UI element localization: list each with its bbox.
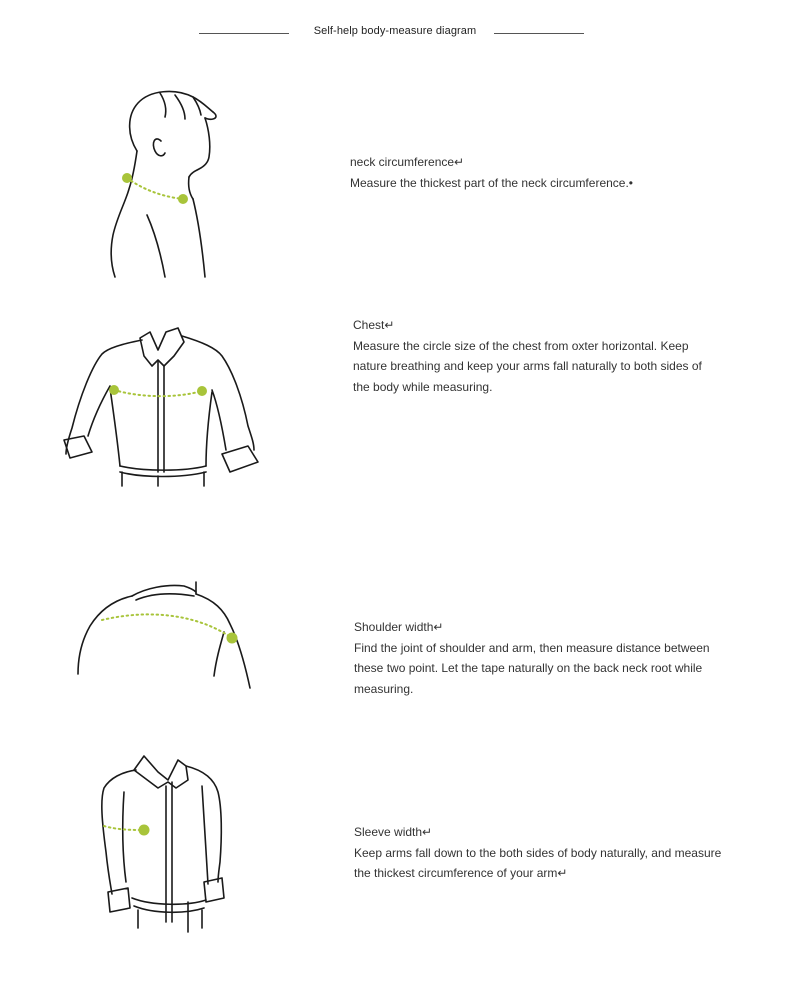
neck-figure	[105, 85, 230, 280]
sleeve-figure	[98, 752, 233, 937]
page-title: Self-help body-measure diagram	[313, 25, 477, 37]
chest-text	[353, 315, 702, 397]
neck-description: Measure the thickest part of the neck circumference.•	[350, 175, 633, 190]
sleeve-description: Keep arms fall down to the both sides of body naturally, and measure the thickest circumference of your arm↵	[354, 845, 722, 880]
shoulder-text	[354, 617, 710, 699]
chest-title: Chest↵	[353, 318, 395, 332]
sleeve-title: Sleeve width↵	[354, 825, 433, 839]
shoulder-figure	[74, 580, 259, 690]
header-rule-right	[494, 33, 584, 34]
sleeve-text	[354, 822, 721, 884]
chest-figure	[62, 326, 267, 486]
neck-title: neck circumference↵	[350, 155, 465, 169]
shoulder-description: Find the joint of shoulder and arm, then measure distance between these two point. Let the tape naturally on the back neck root while measuring.	[354, 640, 710, 696]
chest-description: Measure the circle size of the chest from oxter horizontal. Keep nature breathing and keep your arms fall naturally to both sides of the body while measuring.	[353, 338, 702, 394]
shoulder-title: Shoulder width↵	[354, 620, 444, 634]
neck-text	[350, 152, 633, 193]
